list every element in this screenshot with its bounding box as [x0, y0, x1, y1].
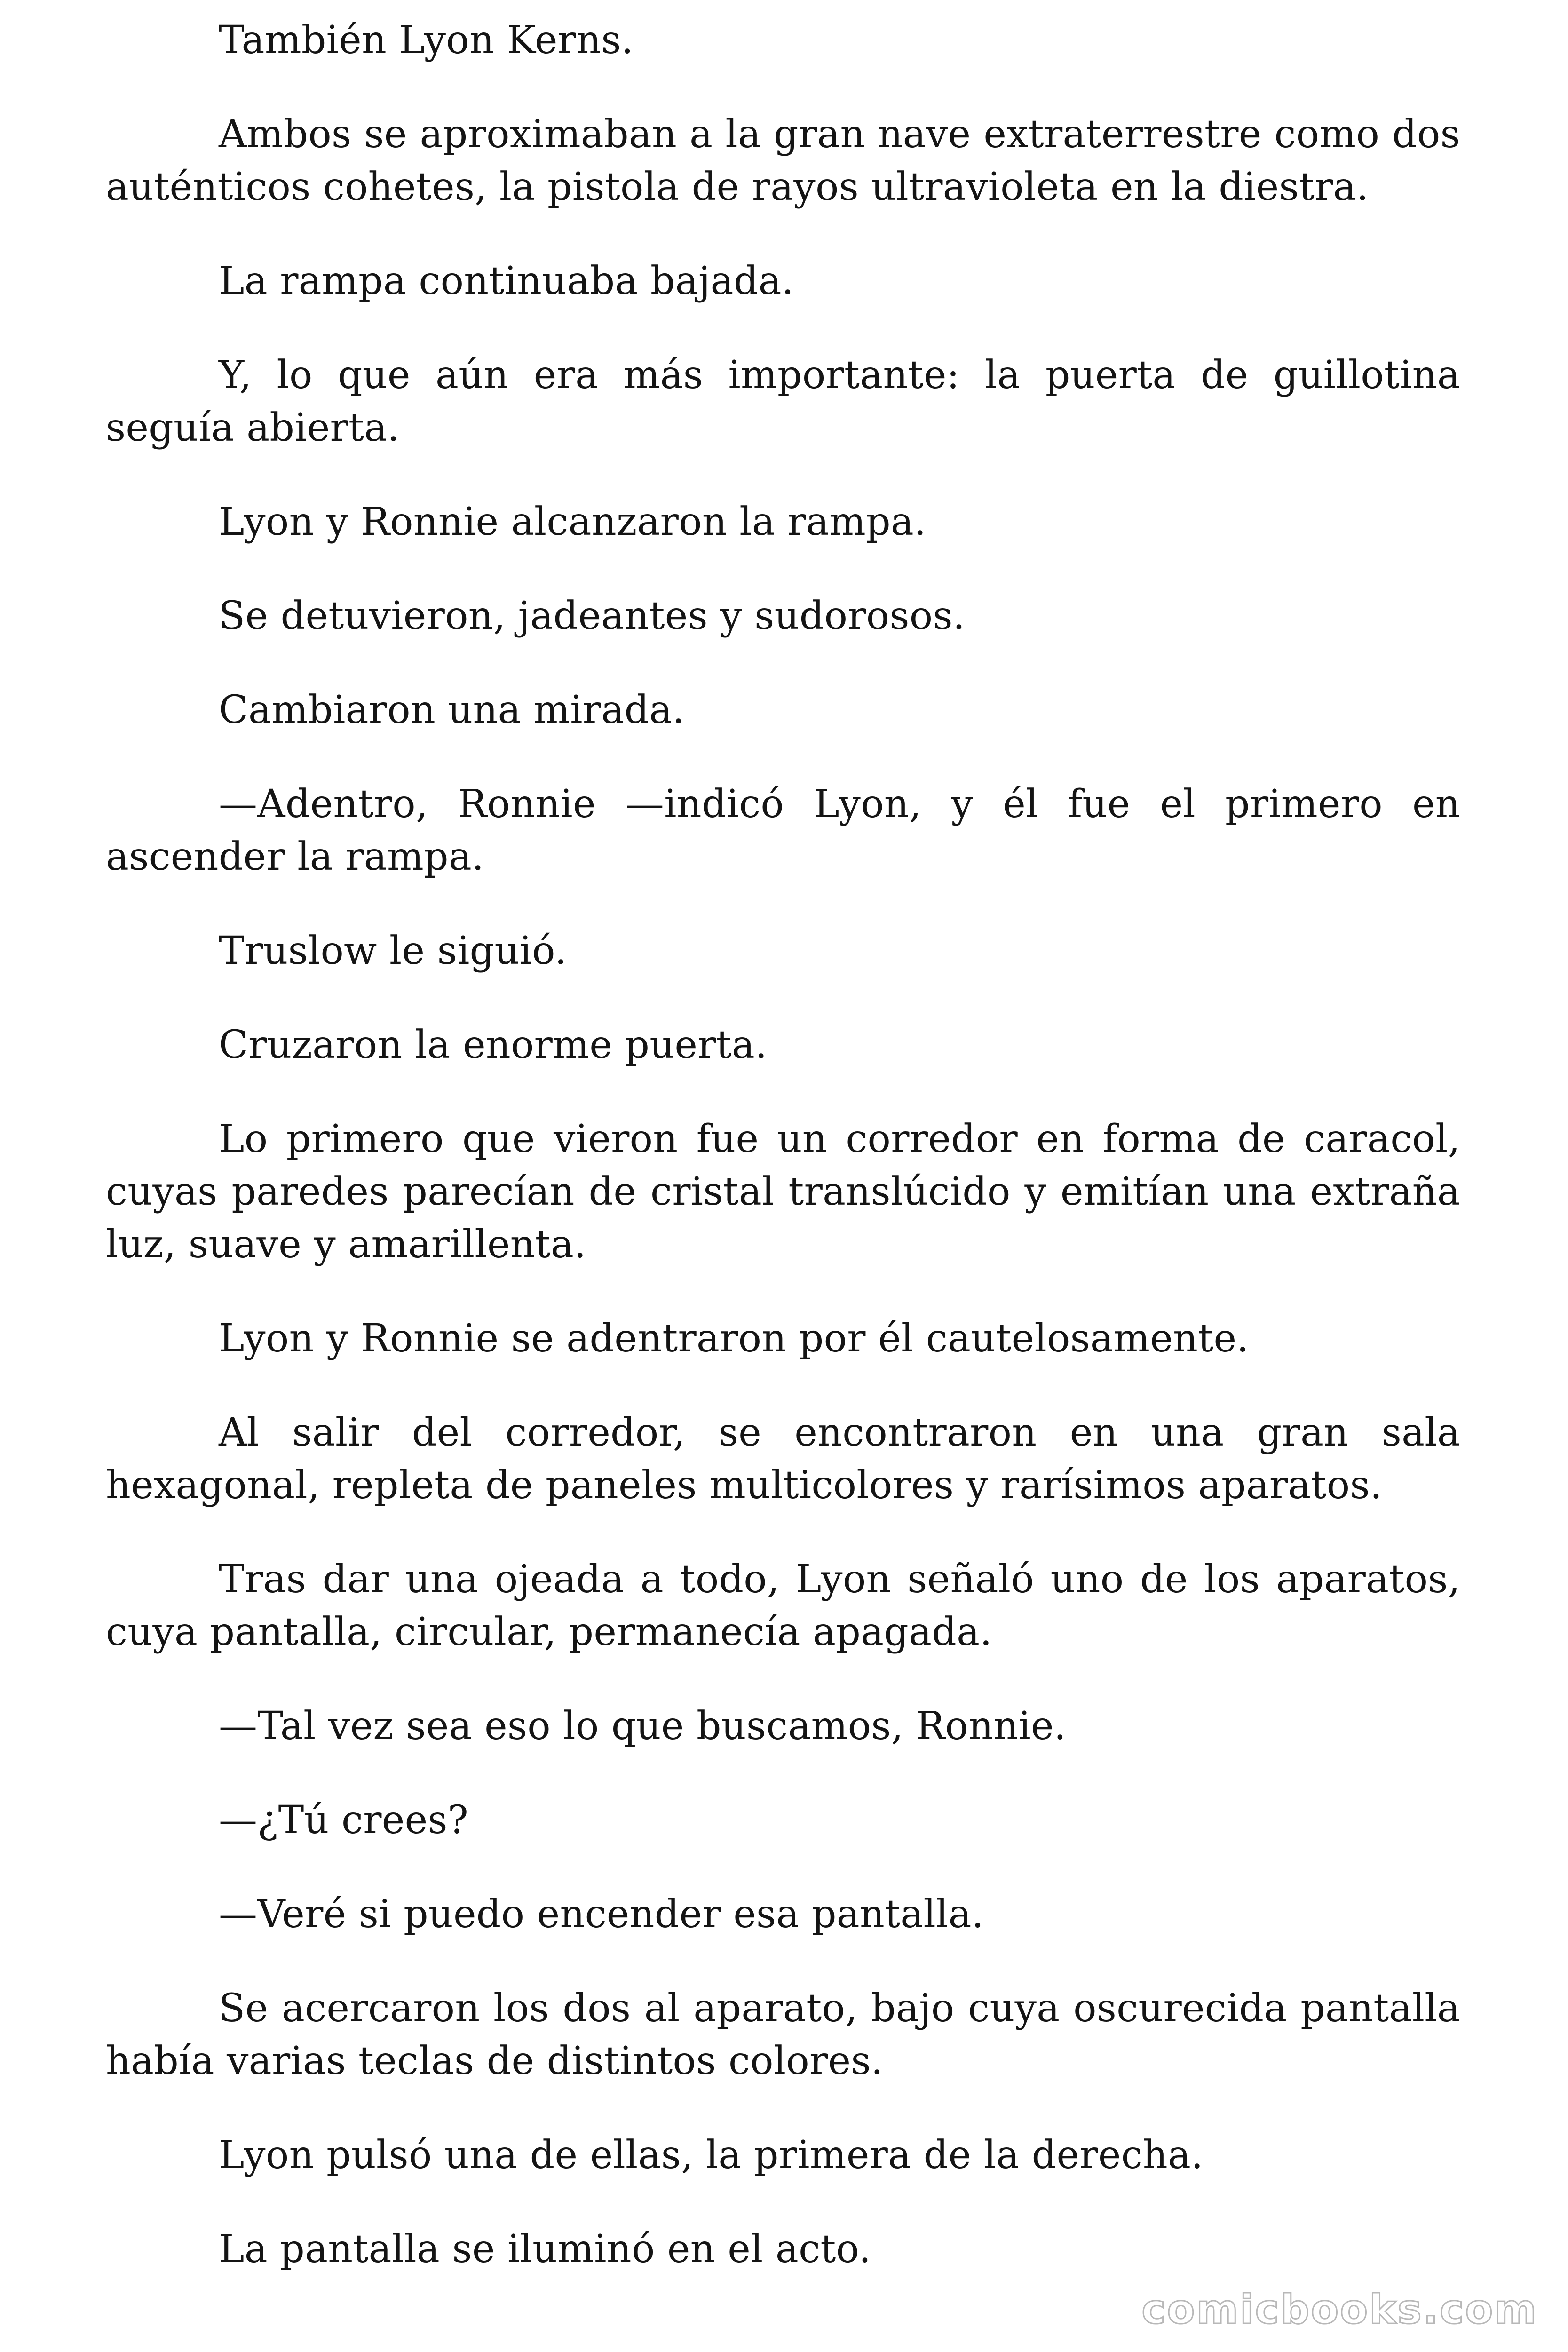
paragraph-16: —¿Tú crees?: [219, 1798, 469, 1843]
paragraph-3: La rampa continuaba bajada.: [219, 259, 794, 303]
paragraph-11: Lo primero que vieron fue un corredor en forma de caracol, cuyas paredes parecían de cristal translúcido y emitían una extraña luz, suave y amarillenta.: [106, 1117, 1460, 1267]
paragraph-18: Se acercaron los dos al aparato, bajo cuya oscurecida pantalla había varias teclas de distintos colores.: [106, 1986, 1460, 2083]
paragraph-8: —Adentro, Ronnie —indicó Lyon, y él fue el primero en ascender la rampa.: [106, 782, 1460, 879]
paragraph-7: Cambiaron una mirada.: [219, 688, 685, 732]
paragraph-2: Ambos se aproximaban a la gran nave extraterrestre como dos auténticos cohetes, la pistola de rayos ultravioleta en la diestra.: [106, 112, 1460, 209]
paragraph-13: Al salir del corredor, se encontraron en una gran sala hexagonal, repleta de paneles multicolores y rarísimos aparatos.: [106, 1410, 1460, 1508]
paragraph-9: Truslow le siguió.: [219, 929, 567, 973]
document-page: [106, 14, 1460, 2317]
paragraph-14: Tras dar una ojeada a todo, Lyon señaló uno de los aparatos, cuya pantalla, circular, permanecía apagada.: [106, 1557, 1460, 1654]
paragraph-19: Lyon pulsó una de ellas, la primera de la derecha.: [219, 2133, 1204, 2177]
paragraph-4: Y, lo que aún era más importante: la puerta de guillotina seguía abierta.: [106, 353, 1460, 450]
paragraph-5: Lyon y Ronnie alcanzaron la rampa.: [219, 500, 927, 544]
paragraph-10: Cruzaron la enorme puerta.: [219, 1023, 768, 1067]
watermark-logo: comicbooks.com: [1141, 2286, 1538, 2333]
paragraph-15: —Tal vez sea eso lo que buscamos, Ronnie.: [219, 1704, 1067, 1748]
paragraph-6: Se detuvieron, jadeantes y sudorosos.: [219, 594, 966, 638]
paragraph-1: También Lyon Kerns.: [219, 18, 634, 63]
paragraph-20: La pantalla se iluminó en el acto.: [219, 2227, 871, 2272]
paragraph-17: —Veré si puedo encender esa pantalla.: [219, 1892, 984, 1937]
paragraph-12: Lyon y Ronnie se adentraron por él cautelosamente.: [219, 1316, 1249, 1361]
